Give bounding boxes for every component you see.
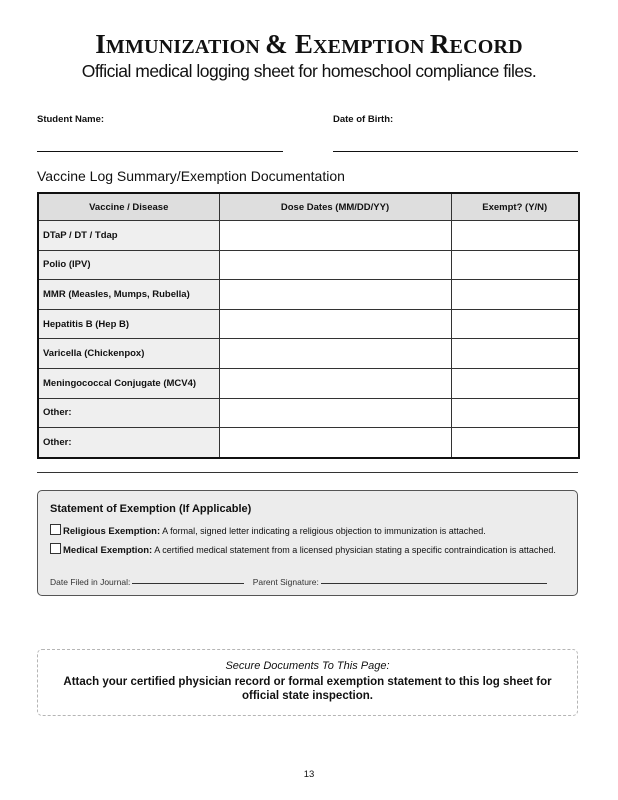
- exempt-cell[interactable]: [451, 428, 579, 458]
- dose-dates-cell[interactable]: [219, 309, 451, 339]
- exemption-title: Statement of Exemption (If Applicable): [50, 503, 252, 515]
- title-part: & E: [265, 29, 314, 59]
- attach-instructions: Attach your certified physician record or formal exemption statement to this log sheet for official state inspection.: [63, 676, 552, 702]
- dose-dates-cell[interactable]: [219, 398, 451, 428]
- page-number: 13: [303, 769, 315, 780]
- exempt-cell[interactable]: [451, 398, 579, 428]
- page-subtitle: Official medical logging sheet for homeschool compliance files.: [81, 61, 537, 81]
- date-filed-label: Date Filed in Journal:: [50, 577, 131, 587]
- vaccine-name-cell: Other:: [38, 398, 219, 428]
- exemption-footer: [50, 577, 553, 587]
- religious-exemption-option: [50, 524, 565, 537]
- exempt-cell[interactable]: [451, 221, 579, 251]
- dose-dates-cell[interactable]: [219, 428, 451, 458]
- exempt-cell[interactable]: [451, 339, 579, 369]
- table-header-row: [38, 193, 579, 221]
- date-filed-line[interactable]: [132, 583, 244, 584]
- table-row: [38, 398, 579, 428]
- medical-exemption-checkbox[interactable]: [50, 543, 61, 554]
- parent-signature-label: Parent Signature:: [252, 577, 319, 587]
- title-part: XEMPTION: [313, 36, 430, 58]
- vaccine-name-cell: Polio (IPV): [38, 250, 219, 280]
- table-row: [38, 250, 579, 280]
- page-title: [0, 28, 618, 63]
- title-part: I: [95, 29, 106, 59]
- table-row: [38, 221, 579, 251]
- exempt-cell[interactable]: [451, 368, 579, 398]
- medical-exemption-text: A certified medical statement from a licensed physician stating a specific contraindication is attached.: [152, 545, 556, 555]
- exempt-cell[interactable]: [451, 309, 579, 339]
- vaccine-log-table: [37, 192, 580, 459]
- table-row: [38, 428, 579, 458]
- vaccine-name-cell: MMR (Measles, Mumps, Rubella): [38, 280, 219, 310]
- dose-dates-cell[interactable]: [219, 221, 451, 251]
- dob-line[interactable]: [333, 151, 578, 152]
- student-name-line[interactable]: [37, 151, 283, 152]
- attach-heading: Secure Documents To This Page:: [225, 660, 390, 672]
- table-row: [38, 280, 579, 310]
- log-heading: Vaccine Log Summary/Exemption Documentation: [37, 168, 345, 184]
- exempt-cell[interactable]: [451, 250, 579, 280]
- section-divider: [37, 472, 578, 473]
- medical-exemption-option: [50, 543, 565, 556]
- vaccine-name-cell: DTaP / DT / Tdap: [38, 221, 219, 251]
- parent-signature-line[interactable]: [321, 583, 547, 584]
- table-row: [38, 309, 579, 339]
- vaccine-name-cell: Hepatitis B (Hep B): [38, 309, 219, 339]
- dose-dates-cell[interactable]: [219, 280, 451, 310]
- vaccine-name-cell: Varicella (Chickenpox): [38, 339, 219, 369]
- medical-exemption-label: Medical Exemption:: [63, 545, 153, 556]
- dose-dates-cell[interactable]: [219, 250, 451, 280]
- table-row: [38, 339, 579, 369]
- vaccine-name-cell: Meningococcal Conjugate (MCV4): [38, 368, 219, 398]
- column-header-dose-dates: Dose Dates (MM/DD/YY): [219, 193, 451, 221]
- student-name-label: Student Name:: [37, 114, 105, 125]
- title-part: MMUNIZATION: [105, 36, 266, 58]
- attach-documents-box: [37, 649, 578, 716]
- table-row: [38, 368, 579, 398]
- dose-dates-cell[interactable]: [219, 339, 451, 369]
- title-part: R: [429, 29, 450, 59]
- vaccine-name-cell: Other:: [38, 428, 219, 458]
- title-part: ECORD: [449, 36, 523, 58]
- exempt-cell[interactable]: [451, 280, 579, 310]
- exemption-statement-box: [37, 490, 578, 596]
- column-header-exempt: Exempt? (Y/N): [451, 193, 579, 221]
- dose-dates-cell[interactable]: [219, 368, 451, 398]
- dob-label: Date of Birth:: [333, 114, 394, 125]
- religious-exemption-checkbox[interactable]: [50, 524, 61, 535]
- religious-exemption-label: Religious Exemption:: [63, 526, 161, 537]
- religious-exemption-text: A formal, signed letter indicating a religious objection to immunization is attached.: [160, 526, 486, 536]
- column-header-vaccine: Vaccine / Disease: [38, 193, 219, 221]
